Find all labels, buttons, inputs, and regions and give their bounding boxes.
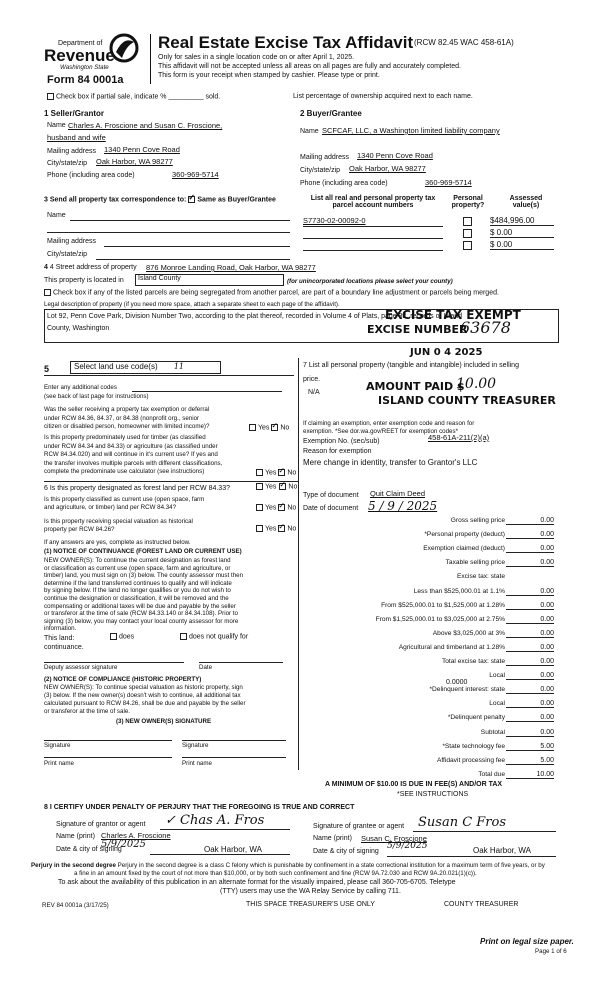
seller-mail-label: Mailing address	[47, 148, 97, 155]
land-use-code: 11	[173, 362, 185, 371]
fee-value[interactable]: 0.00	[506, 602, 554, 610]
personal-property-checkbox[interactable]	[463, 229, 472, 238]
located-label: This property is located in	[44, 277, 124, 284]
exemption-claim-1: If claiming an exemption, enter exemption code and reason for	[303, 420, 475, 427]
assessed-value[interactable]: $ 0.00	[490, 240, 554, 250]
q2-yes-checkbox[interactable]	[256, 469, 263, 476]
same-as-buyer-label: Same as Buyer/Grantee	[197, 196, 276, 204]
q1-no-checkbox[interactable]	[271, 424, 278, 431]
notice1-line: or classification as current use (open space, farm and agriculture, or	[44, 564, 231, 572]
parcel-line	[303, 226, 443, 227]
fee-value[interactable]: 5.00	[506, 743, 554, 751]
deputy-sig-label: Deputy assessor signature	[44, 664, 118, 671]
fee-label: *State technology fee	[442, 742, 505, 750]
seller-phone-label: Phone (including area code)	[47, 172, 135, 179]
alt-format-line2: (TTY) users may use the WA Relay Service by calling 711.	[220, 888, 401, 895]
q2-line: under RCW 84.34 and 84.33) or agriculture (as classified under	[44, 442, 218, 450]
q2-no-checkbox[interactable]	[278, 469, 285, 476]
q2-answer: Yes ✓ No	[256, 469, 296, 476]
deputy-sig-line[interactable]	[44, 662, 184, 663]
fee-value[interactable]: 5.00	[506, 757, 554, 765]
partial-sale-label: Check box if partial sale, indicate %	[56, 93, 167, 101]
grantee-sig-label: Signature of grantee or agent	[313, 823, 405, 830]
notice1-line: determine if the land transferred continues to qualify and will indicate	[44, 579, 232, 587]
tax-mail-line[interactable]	[104, 246, 290, 247]
doc-type-label: Type of document	[303, 492, 359, 499]
q1-line: citizen or disabled person, homeowner with limited income)?	[44, 423, 210, 430]
county-select[interactable]: Island County	[135, 274, 284, 286]
grantor-signature: ✓ Chas A. Fros	[165, 813, 265, 828]
local-rate[interactable]: 0.0000	[446, 679, 468, 686]
fee-label: From $1,525,000.01 to $3,025,000 at 2.75%	[375, 615, 505, 623]
grantee-signature: Susan C Fros	[418, 815, 507, 830]
seller-name[interactable]: Charles A. Froscione and Susan C. Froscione,	[68, 121, 223, 130]
fee-label: *Delinquent penalty	[447, 714, 505, 722]
form-rcw: (RCW 82.45 WAC 458-61A)	[414, 38, 514, 47]
tax-name-line[interactable]	[70, 220, 290, 221]
page-number: Page 1 of 6	[535, 948, 567, 955]
section7-heading-2: price.	[303, 376, 321, 383]
fee-value[interactable]: 0.00	[506, 644, 554, 652]
fee-value[interactable]: 0.00	[506, 630, 554, 638]
same-as-buyer-checkbox[interactable]	[188, 196, 195, 203]
fee-value[interactable]: 0.00	[506, 658, 554, 666]
legal-desc-label: Legal description of property (if you need more space, attach a separate sheet to each page of the affidavit).	[44, 301, 340, 308]
wa-dor-logo-icon	[108, 32, 140, 64]
grantor-date[interactable]: 5/9/2025	[101, 839, 146, 850]
q1-line: under RCW 84.36, 84.37, or 84.38 (nonprofit org., senior	[44, 414, 200, 422]
land-does-not-label: does not qualify for	[189, 633, 249, 641]
q6-2-line1: Is this property classified as current use (open space, farm	[44, 496, 205, 503]
fee-label: Total due	[478, 770, 505, 778]
notice1-line: information.	[44, 625, 77, 633]
parcel-line	[303, 238, 443, 239]
historic-yes-checkbox[interactable]	[256, 525, 263, 532]
column-divider	[298, 358, 299, 770]
seller-phone[interactable]: 360-969-5714	[172, 170, 219, 179]
fee-value[interactable]: 0.00	[506, 686, 554, 694]
unincorp-note: (for unincorporated locations please select your county)	[287, 278, 453, 285]
personal-property-value[interactable]: N/A	[308, 389, 320, 396]
form-sub3: This form is your receipt when stamped by cashier. Please type or print.	[158, 72, 380, 79]
q6-1: 6 Is this property designated as forest land per RCW 84.33?	[44, 485, 230, 492]
notice1-line: NEW OWNER(S): To continue the current designation as forest land	[44, 557, 231, 564]
partial-sold: sold.	[205, 93, 221, 101]
buyer-name-label: Name	[300, 128, 319, 135]
form-sub1: Only for sales in a single location code on or after April 1, 2025.	[158, 54, 355, 61]
grantee-name-label: Name (print)	[313, 835, 352, 842]
amount-paid-label: AMOUNT PAID $	[366, 380, 465, 393]
buyer-mail[interactable]: 1340 Penn Cove Road	[357, 151, 433, 160]
grantee-name[interactable]: Susan C. Froscione	[361, 834, 427, 843]
tax-mail-label: Mailing address	[47, 238, 97, 245]
q1-line: Was the seller receiving a property tax exemption or deferral	[44, 406, 210, 413]
additional-codes-line[interactable]	[132, 391, 282, 392]
legal-desc-line1: Lot 92, Penn Cove Park, Division Number Two, according to the plat thereof, recorded in Volume 4 of Plats, page 32, records of Island	[47, 313, 463, 320]
tax-name-label: Name	[47, 212, 66, 219]
ownership-pct-note: List percentage of ownership acquired next to each name.	[293, 93, 473, 100]
section6-divider	[44, 481, 298, 482]
notice1-line: or transferor at the time of sale (RCW 84.33.140 or 84.34.108). Prior to	[44, 610, 238, 618]
fee-label: Affidavit processing fee	[436, 756, 505, 764]
land-does-not	[180, 633, 248, 640]
tax-name-line2[interactable]	[47, 232, 290, 233]
minimum-due: A MINIMUM OF $10.00 IS DUE IN FEE(S) AND/OR TAX	[325, 781, 503, 788]
land-use-select[interactable]	[70, 361, 221, 374]
exemption-no-label: Exemption No. (sec/sub)	[303, 438, 380, 445]
fee-value[interactable]: 0.00	[506, 531, 554, 539]
seller-name-label: Name	[47, 122, 66, 129]
fee-value[interactable]: 10.00	[506, 771, 554, 779]
tax-city-label: City/state/zip	[47, 251, 88, 258]
section5-divider	[44, 375, 294, 376]
land-use-label: Select land use code(s)	[74, 362, 158, 371]
buyer-heading: 2 Buyer/Grantee	[300, 109, 362, 118]
grantee-city[interactable]: Oak Harbor, WA	[473, 846, 531, 855]
tax-corr-heading: 3 Send all property tax correspondence to: ✓ Same as Buyer/Grantee	[44, 196, 276, 203]
fee-value[interactable]: 0.00	[506, 700, 554, 708]
notice2-line: (3) below. If the new owner(s) doesn't wish to continue, all additional tax	[44, 692, 241, 699]
forest-no-checkbox[interactable]	[279, 483, 286, 490]
buyer-phone-label: Phone (including area code)	[300, 180, 388, 187]
fee-value[interactable]: 0.00	[506, 559, 554, 567]
segregate-checkbox[interactable]	[44, 289, 51, 296]
q1-yes-checkbox[interactable]	[249, 424, 256, 431]
seller-city-label: City/state/zip	[47, 160, 88, 167]
notice1-line: compensating or additional taxes will be due and payable by the seller	[44, 602, 236, 610]
assessed-value[interactable]: $ 0.00	[490, 228, 554, 238]
buyer-city[interactable]: Oak Harbor, WA 98277	[349, 164, 426, 173]
tax-city-line[interactable]	[96, 259, 290, 260]
owner-print1-label: Print name	[44, 760, 74, 767]
exempt-stamp: EXCISE TAX EXEMPT	[385, 308, 521, 322]
excise-number: 63678	[460, 318, 511, 337]
owner-sig2-line[interactable]	[182, 740, 286, 741]
form-title: Real Estate Excise Tax Affidavit	[158, 33, 414, 52]
q2-line: the transfer involves multiple parcels with different classifications,	[44, 459, 223, 467]
notice2-heading: (2) NOTICE OF COMPLIANCE (HISTORIC PROPERTY)	[44, 676, 202, 683]
deputy-date-line[interactable]	[199, 662, 283, 663]
doc-date[interactable]: 5 / 9 / 2025	[368, 499, 438, 513]
parcel-line	[303, 250, 443, 251]
section5-number: 5	[44, 364, 50, 374]
this-land-label: This land:	[44, 635, 75, 642]
doc-date-label: Date of document	[303, 505, 359, 512]
segregate-label: Check box if any of the listed parcels are being segregated from another parcel, are part of a boundary line adjustment or parcels being merged.	[53, 289, 499, 297]
q6-3-line2: property per RCW 84.26?	[44, 526, 115, 533]
dept-line1: Department of	[58, 40, 103, 47]
stamp-date: JUN 0 4 2025	[410, 347, 483, 358]
historic-no-checkbox[interactable]	[278, 525, 285, 532]
certify-heading: 8 I CERTIFY UNDER PENALTY OF PERJURY THAT THE FOREGOING IS TRUE AND CORRECT	[44, 804, 355, 811]
fee-value[interactable]: 0.00	[506, 729, 554, 737]
q6-3-line1: Is this property receiving special valuation as historical	[44, 518, 193, 525]
grantor-name-label: Name (print)	[56, 833, 95, 840]
owner-sig1-line[interactable]	[44, 740, 172, 741]
dept-name: Revenue	[44, 46, 115, 65]
buyer-name[interactable]: SCFCAF, LLC, a Washington limited liability company	[322, 126, 500, 135]
current-use-no-checkbox[interactable]	[278, 504, 285, 511]
owner-print1-line[interactable]	[44, 757, 172, 758]
grantee-date-line	[387, 856, 556, 857]
forest-yes-checkbox[interactable]	[256, 483, 263, 490]
grantee-date[interactable]: 5/9/2025	[387, 841, 428, 851]
fee-label: Subtotal	[480, 728, 505, 736]
buyer-phone[interactable]: 360-969-5714	[425, 178, 472, 187]
section7-heading-1: 7 List all personal property (tangible and intangible) included in selling	[303, 362, 519, 369]
fee-label: Gross selling price	[450, 517, 505, 524]
buyer-mail-label: Mailing address	[300, 154, 350, 161]
additional-codes-label: Enter any additional codes	[44, 384, 117, 391]
deputy-date-label: Date	[199, 664, 213, 671]
owner-sig2-label: Signature	[182, 742, 209, 749]
fee-value[interactable]: 0.00	[506, 616, 554, 624]
parcel-number[interactable]: S7730-02-00092-0	[303, 216, 366, 225]
grantor-city[interactable]: Oak Harbor, WA	[204, 845, 262, 854]
legal-desc-line2: County, Washington	[47, 325, 110, 332]
form-number: Form 84 0001a	[47, 74, 124, 86]
land-does-not-checkbox[interactable]	[180, 633, 187, 640]
seller-mail[interactable]: 1340 Penn Cove Road	[104, 145, 180, 154]
street-address[interactable]: 876 Monroe Landing Road, Oak Harbor, WA 98277	[146, 263, 316, 272]
parcel-col-header: List all real and personal property tax parcel account numbers	[310, 195, 436, 209]
fee-label: Local	[489, 672, 505, 680]
treasurer-use-only: THIS SPACE TREASURER'S USE ONLY	[246, 901, 375, 908]
perjury-line2: a fine in an amount fixed by the court of not more than $10,000, or by both such confinement and fine (RCW 9A.72.030 and RCW 9A.20.021(1)(c)).	[74, 870, 477, 877]
fee-value[interactable]: 0.00	[506, 588, 554, 596]
fee-label: *Delinquent interest: state	[429, 686, 505, 694]
grantor-date-label: Date & city of signing	[56, 846, 122, 853]
perjury-line1: Perjury in the second degree Perjury in the second degree is a class C felony which is punishable by confinement in a state correctional institution for a maximum term of five years, or by	[31, 862, 545, 869]
q2-line: Is this property predominately used for timber (as classified	[44, 434, 206, 441]
fee-value[interactable]: 0.00	[506, 545, 554, 553]
answer-instructions: If any answers are yes, complete as instructed below.	[44, 539, 191, 546]
fee-label: Agricultural and timberland at 1.28%	[398, 643, 505, 651]
q6-1-answer: Yes✓ No	[256, 483, 297, 490]
personal-property-checkbox[interactable]	[463, 241, 472, 250]
grantor-sig-label: Signature of grantor or agent	[56, 821, 146, 828]
notice2-line: calculated pursuant to RCW 84.26, shall be due and payable by the seller	[44, 700, 246, 707]
assessed-value[interactable]: $484,996.00	[490, 216, 554, 226]
additional-codes-help: (see back of last page for instructions)	[44, 393, 149, 400]
partial-sale: Check box if partial sale, indicate % _________ sold.	[47, 93, 220, 100]
header-divider	[150, 34, 151, 84]
owner-sig1-label: Signature	[44, 742, 71, 749]
dept-state: Washington State	[60, 64, 109, 71]
fee-label: From $525,000.01 to $1,525,000 at 1.28%	[381, 601, 505, 609]
buyer-city-label: City/state/zip	[300, 167, 341, 174]
see-instructions: *SEE INSTRUCTIONS	[397, 791, 469, 798]
grantee-date-label: Date & city of signing	[313, 848, 379, 855]
continuance-label: continuance.	[44, 644, 84, 651]
notice3-heading: (3) NEW OWNER(S) SIGNATURE	[116, 718, 212, 725]
fee-label: Total excise tax: state	[441, 658, 505, 665]
current-use-yes-checkbox[interactable]	[256, 504, 263, 511]
owner-print2-line[interactable]	[182, 757, 286, 758]
notice1-line: signing (3) below, you may contact your local county assessor for more	[44, 617, 239, 625]
grantor-name[interactable]: Charles A. Froscione	[101, 831, 171, 840]
print-legal-note: Print on legal size paper.	[480, 937, 574, 946]
fee-value[interactable]: 0.00	[506, 714, 554, 722]
land-does-checkbox[interactable]	[110, 633, 117, 640]
seller-city[interactable]: Oak Harbor, WA 98277	[96, 157, 173, 166]
notice1-heading: (1) NOTICE OF CONTINUANCE (FOREST LAND OR CURRENT USE)	[44, 548, 242, 555]
land-does-label: does	[119, 633, 135, 641]
seller-heading: 1 Seller/Grantor	[44, 109, 105, 118]
exemption-reason[interactable]: Mere change in identity, transfer to Grantor's LLC	[303, 458, 478, 467]
fee-label: Local	[489, 700, 505, 708]
q2-line: complete the predominate use calculator (see instructions)	[44, 468, 205, 475]
excise-number-label: EXCISE NUMBER	[367, 323, 468, 336]
fee-label: Above $3,025,000 at 3%	[432, 629, 505, 637]
fee-value[interactable]: 0.00	[506, 517, 554, 525]
notice1-line: by signing below. If the land no longer qualifies or you do not wish to	[44, 587, 231, 595]
fee-label: Exemption claimed (deduct)	[423, 545, 505, 553]
personal-property-checkbox[interactable]	[463, 217, 472, 226]
reason-label: Reason for exemption	[303, 448, 372, 455]
q6-2-answer: Yes ✓ No	[256, 504, 296, 511]
alt-format-line1: To ask about the availability of this publication in an alternate format for the visually impaired, please call 360-705-6705. Teletype	[58, 879, 456, 886]
grantor-date-line	[150, 854, 290, 855]
doc-type[interactable]: Quit Claim Deed	[370, 489, 426, 498]
notice1-line: continue the designation or classification, it will be removed and the	[44, 595, 229, 602]
street-address-row: 4 4 Street address of property	[44, 264, 137, 271]
notice2-line: NEW OWNER(S): To continue special valuation as historic property, sign	[44, 684, 243, 691]
fee-label: *Personal property (deduct)	[424, 531, 505, 539]
assessed-col-header: Assessed value(s)	[509, 195, 543, 209]
seller-name-2[interactable]: husband and wife	[47, 133, 106, 142]
fee-label: Less than $525,000.01 at 1.1%	[413, 587, 505, 595]
county-treasurer-label: COUNTY TREASURER	[444, 901, 519, 908]
land-does	[110, 633, 134, 640]
fee-value[interactable]: 0.00	[506, 672, 554, 680]
grantor-sig-line[interactable]	[160, 829, 290, 830]
q6-2-line2: and agriculture, or timber) land per RCW 84.34?	[44, 504, 177, 511]
personal-col-header: Personal property?	[451, 195, 485, 209]
notice1-line: timber) land, you must sign on (3) below. The county assessor must then	[44, 572, 244, 580]
form-sub2: This affidavit will not be accepted unless all areas on all pages are fully and accurately completed.	[158, 63, 461, 70]
exemption-number[interactable]: 458-61A-211(2)(a)	[428, 433, 490, 442]
q1-answer: Yes ✓ No	[249, 424, 289, 431]
county-treasurer-stamp: ISLAND COUNTY TREASURER	[378, 394, 556, 407]
q6-3-answer: Yes ✓ No	[256, 525, 296, 532]
form-revision: REV 84 0001a (3/17/25)	[42, 902, 109, 909]
owner-print2-label: Print name	[182, 760, 212, 767]
grantee-sig-line[interactable]	[413, 831, 556, 832]
partial-sale-checkbox[interactable]	[47, 93, 54, 100]
segregate-row	[44, 289, 499, 296]
q2-line: RCW 84.34.020) and will continue in it's current use? If yes and	[44, 451, 218, 458]
exemption-claim-2: exemption. *See dor.wa.gov/REET for exemption codes*	[303, 428, 459, 435]
amount-paid: 10.00	[456, 376, 497, 392]
notice2-line: or transferor at the time of sale.	[44, 708, 130, 715]
street-address-label: 4 Street address of property	[49, 264, 137, 271]
fee-label: Excise tax: state	[456, 573, 505, 581]
fee-label: Taxable selling price	[445, 559, 505, 567]
